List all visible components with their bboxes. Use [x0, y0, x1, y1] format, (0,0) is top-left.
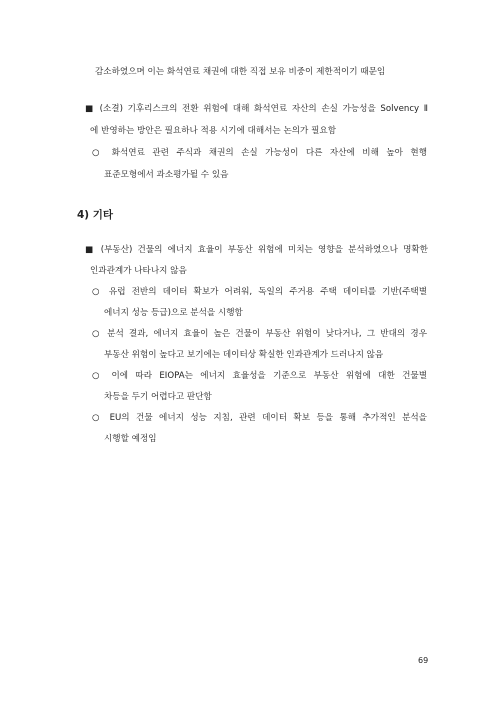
bullet2-sub3-line1: ○ 이에 따라 EIOPA는 에너지 효율성을 기준으로 부동산 위험에 대한 건물별: [92, 371, 427, 381]
bullet2-sub1-line1: ○ 유럽 전반의 데이터 확보가 어려워, 독일의 주거용 주택 데이터를 기반(주택별: [92, 287, 427, 297]
bullet2-sub2-line2: 부동산 위험이 높다고 보기에는 데이터상 확실한 인과관계가 드러나지 않음: [104, 350, 384, 360]
bullet1-line1: ■ (소결) 기후리스크의 전환 위험에 대해 화석연료 자산의 손실 가능성을 Solvency Ⅱ: [85, 104, 428, 114]
intro-line: 감소하였으며 이는 화석연료 채권에 대한 직접 보유 비중이 제한적이기 때문임: [95, 67, 386, 77]
bullet2-line1: ■ (부동산) 건물의 에너지 효율이 부동산 위험에 미치는 영향을 분석하였으나 명확한: [85, 245, 428, 255]
bullet1-line2: 에 반영하는 방안은 필요하나 적용 시기에 대해서는 논의가 필요함: [90, 126, 336, 136]
bullet2-sub4-line2: 시행할 예정임: [104, 434, 157, 444]
bullet2-sub2-line1: ○ 분석 결과, 에너지 효율이 높은 건물이 부동산 위험이 낮다거나, 그 반대의 경우: [92, 329, 427, 339]
bullet2-sub1-line2: 에너지 성능 등급)으로 분석을 시행함: [104, 308, 243, 318]
bullet2-sub3-line2: 차등을 두기 어렵다고 판단함: [104, 392, 212, 402]
page-number: 69: [418, 656, 429, 665]
section-title: 4) 기타: [77, 209, 114, 221]
bullet2-line2: 인과관계가 나타나지 않음: [90, 266, 187, 276]
bullet2-sub4-line1: ○ EU의 건물 에너지 성능 지침, 관련 데이터 확보 등을 통해 추가적인 분석을: [92, 413, 427, 423]
bullet1-sub1-line1: ○ 화석연료 관련 주식과 채권의 손실 가능성이 다른 자산에 비해 높아 현행: [92, 148, 427, 158]
bullet1-sub1-line2: 표준모형에서 과소평가될 수 있음: [104, 170, 229, 180]
